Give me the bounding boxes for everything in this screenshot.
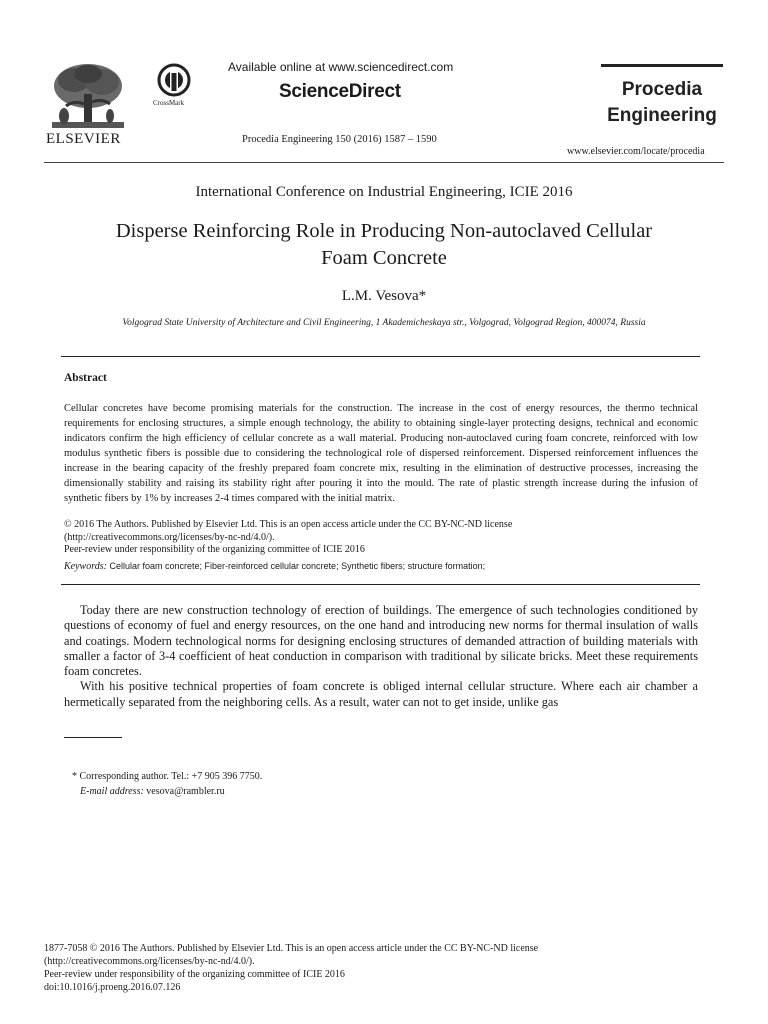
procedia-title-line2: Engineering [607, 105, 717, 126]
bottom-peer-review: Peer-review under responsibility of the organizing committee of ICIE 2016 [44, 969, 345, 980]
conference-name: International Conference on Industrial Engineering, ICIE 2016 [195, 184, 573, 200]
abstract-top-rule [61, 356, 700, 357]
email-label: E-mail address: [80, 786, 144, 797]
crossmark-label: CrossMark [153, 99, 185, 107]
body-text [64, 603, 698, 710]
bottom-license-link[interactable]: (http://creativecommons.org/licenses/by-nc-nd/4.0/). [44, 956, 255, 967]
author-affiliation: Volgograd State University of Architecture and Civil Engineering, 1 Akademicheskaya str., Volgograd, Volgograd Region, 400074, Russia [122, 318, 646, 328]
body-paragraph-2: With his positive technical properties of foam concrete is obliged internal cellular structure. Where each air chamber a hermetically separated from the neighboring cells. As a result, water can not to get inside, unlike gas [64, 679, 698, 709]
header-divider [44, 162, 724, 163]
abstract-bottom-rule [61, 584, 700, 585]
email-address[interactable]: vesova@rambler.ru [146, 786, 225, 797]
paper-title [60, 218, 708, 272]
sciencedirect-logo[interactable]: ScienceDirect [279, 81, 401, 102]
journal-reference: Procedia Engineering 150 (2016) 1587 – 1590 [242, 134, 437, 145]
abstract-heading: Abstract [64, 372, 107, 384]
author-name: L.M. Vesova* [341, 288, 427, 304]
corresponding-author-note: * Corresponding author. Tel.: +7 905 396 7750. [72, 771, 263, 782]
license-link[interactable]: (http://creativecommons.org/licenses/by-nc-nd/4.0/). [64, 531, 275, 543]
body-paragraph-1: Today there are new construction technology of erection of buildings. The emergence of such technologies conditioned by questions of economy of fuel and energy resources, on the one hand and introducing new norms for thermal insulation of walls and coatings. Modern technological norms for designing enclosing structures of demanded attraction of building materials with smaller a factor of 3-4 coefficient of heat conduction in comparison with traditional by silicate bricks. Meet these requirements foam concretes. [64, 603, 698, 679]
email-line [80, 786, 225, 797]
peer-review-note: Peer-review under responsibility of the organizing committee of ICIE 2016 [64, 544, 365, 555]
procedia-journal-title [601, 77, 723, 129]
procedia-title-line1: Procedia [621, 79, 703, 100]
copyright-text: © 2016 The Authors. Published by Elsevier Ltd. This is an open access article under the CC BY-NC-ND license [64, 519, 513, 530]
title-line1: Disperse Reinforcing Role in Producing Non-autoclaved Cellular [115, 220, 653, 242]
keywords-list: Cellular foam concrete; Fiber-reinforced cellular concrete; Synthetic fibers; structure formation; [109, 561, 486, 571]
abstract-text: Cellular concretes have become promising materials for the construction. The increase in the cost of energy resources, the thermo technical requirements for enclosing structures, a simple enough technology, the ability to obtaining single-layer protecting designs, technical and economic indicators confirm the high efficiency of cellular concrete as a wall material. Producing non-autoclaved curing foam concrete, reinforced with low modulus synthetic fibers is possible due to considering the technological role of dispersed reinforcement. Dispersed reinforcement influences the increase in the bearing capacity of the freshly prepared foam concrete mix, resulting in the elimination of destructive processes, increasing the dimensionally stability and raising its stability right after pouring it into the mould. The rate of plastic strength increase during the infusion of synthetic fibers by 1% by increases 2-4 times compared with the initial matrix. [64, 403, 698, 504]
keywords-label: Keywords: [64, 561, 107, 572]
title-line2: Foam Concrete [321, 247, 447, 269]
keywords [64, 561, 485, 572]
journal-url-link[interactable]: www.elsevier.com/locate/procedia [567, 146, 705, 157]
procedia-top-rule [601, 64, 723, 67]
available-online-text: Available online at www.sciencedirect.com [228, 60, 454, 74]
issn-copyright: 1877-7058 © 2016 The Authors. Published by Elsevier Ltd. This is an open access article under the CC BY-NC-ND license [44, 943, 539, 954]
abstract-copyright [64, 519, 698, 544]
bottom-license-block [44, 942, 724, 994]
footnote-rule [64, 737, 122, 738]
publisher-name: ELSEVIER [46, 131, 121, 147]
doi[interactable]: doi:10.1016/j.proeng.2016.07.126 [44, 982, 181, 993]
